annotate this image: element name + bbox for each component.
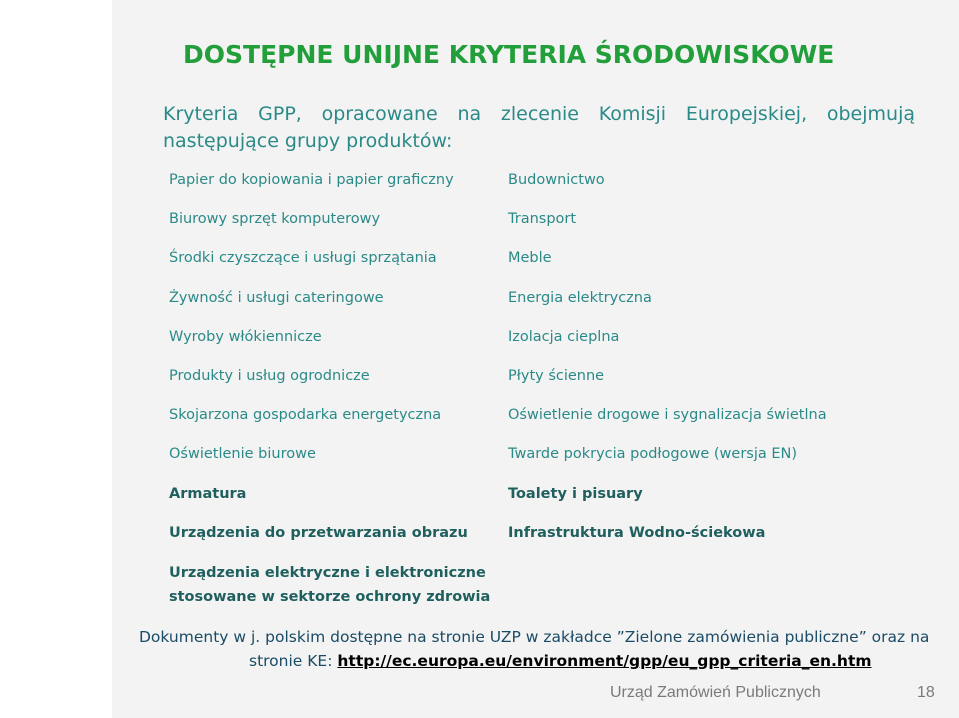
documents-note-line-1: Dokumenty w j. polskim dostępne na stronie UZP w zakładce ”Zielone zamówienia publiczne” oraz na <box>139 628 930 646</box>
slide-title: DOSTĘPNE UNIJNE KRYTERIA ŚRODOWISKOWE <box>183 40 835 69</box>
right-item: Budownictwo <box>508 172 605 188</box>
left-margin <box>0 0 110 718</box>
left-item: Środki czyszczące i usługi sprzątania <box>169 250 437 267</box>
extra-product-line-1: Urządzenia elektryczne i elektroniczne <box>169 565 486 581</box>
extra-product-group <box>169 561 490 609</box>
left-item: Papier do kopiowania i papier graficzny <box>169 172 454 188</box>
right-item: Infrastruktura Wodno-ściekowa <box>508 524 766 541</box>
left-item: Wyroby włókiennicze <box>169 328 322 345</box>
ec-criteria-link[interactable]: http://ec.europa.eu/environment/gpp/eu_gpp_criteria_en.htm <box>337 652 872 670</box>
left-item: Armatura <box>169 485 247 502</box>
right-item: Meble <box>508 250 552 267</box>
intro-paragraph: Kryteria GPP, opracowane na zlecenie Komisji Europejskiej, obejmują następujące grupy produktów: <box>163 103 915 152</box>
left-item: Żywność i usługi cateringowe <box>169 289 384 306</box>
footer-organization: Urząd Zamówień Publicznych <box>610 684 821 701</box>
right-item: Toalety i pisuary <box>508 485 643 502</box>
right-item: Oświetlenie drogowe i sygnalizacja świetlna <box>508 407 827 424</box>
right-item: Płyty ścienne <box>508 367 605 384</box>
documents-note-prefix: stronie KE: <box>249 652 338 670</box>
right-item: Energia elektryczna <box>508 289 652 306</box>
left-product-list <box>169 169 468 561</box>
page-number: 18 <box>917 684 935 701</box>
extra-product-line-2: stosowane w sektorze ochrony zdrowia <box>169 589 491 605</box>
left-item: Produkty i usług ogrodnicze <box>169 367 370 384</box>
left-item: Urządzenia do przetwarzania obrazu <box>169 524 468 541</box>
right-item: Transport <box>508 211 577 228</box>
right-product-list <box>508 169 827 561</box>
right-item: Izolacja cieplna <box>508 328 620 345</box>
left-item: Oświetlenie biurowe <box>169 446 316 463</box>
documents-note-line-2 <box>139 649 939 673</box>
left-item: Skojarzona gospodarka energetyczna <box>169 407 442 424</box>
left-item: Biurowy sprzęt komputerowy <box>169 211 381 228</box>
documents-note <box>139 625 939 673</box>
right-item: Twarde pokrycia podłogowe (wersja EN) <box>508 446 798 463</box>
